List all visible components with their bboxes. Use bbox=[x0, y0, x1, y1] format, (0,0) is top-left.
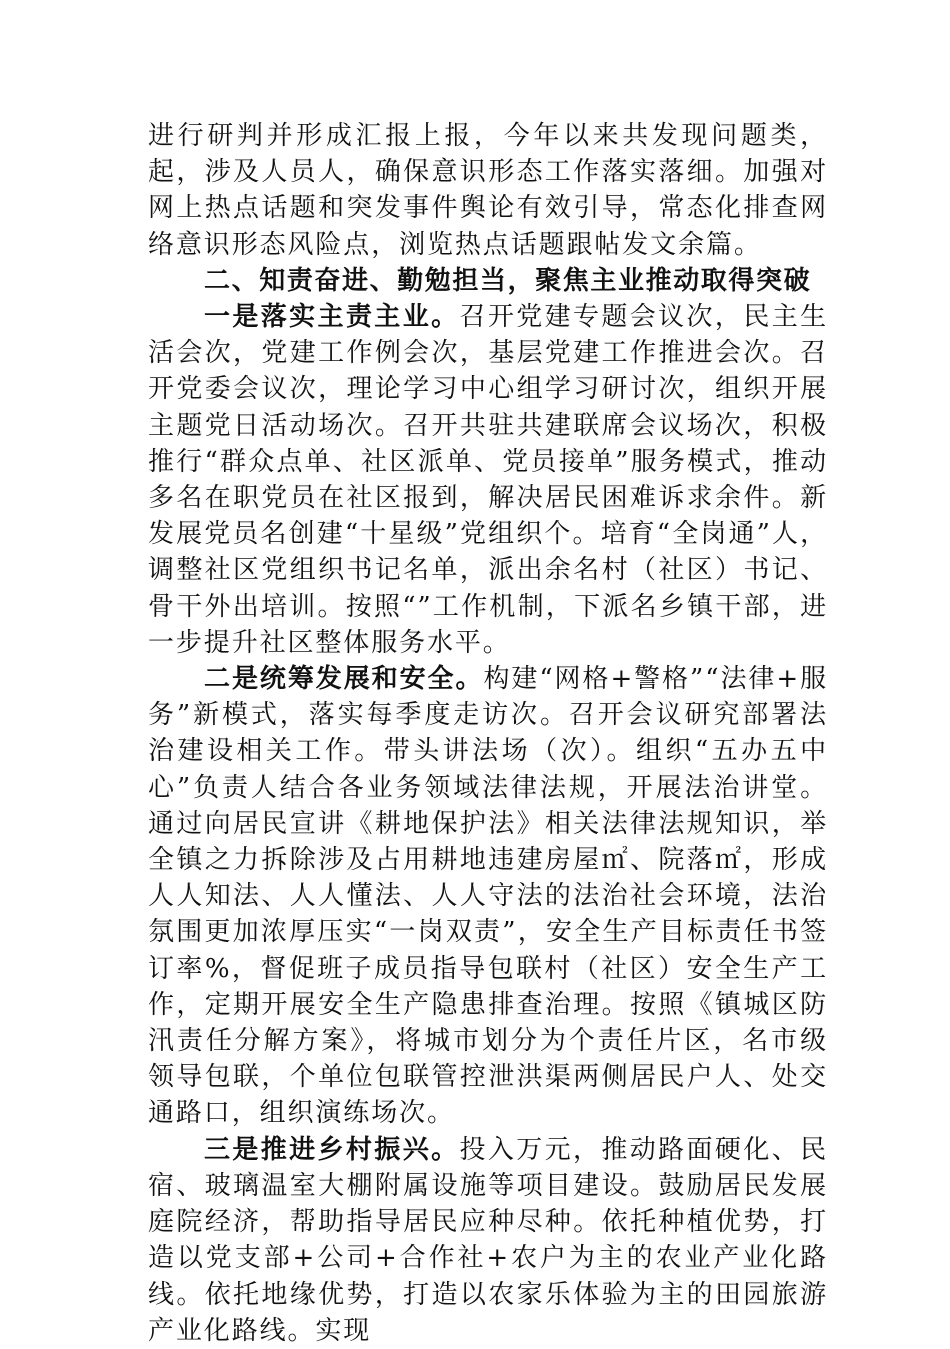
paragraph-responsibilities bbox=[148, 299, 828, 661]
paragraph-lead: 一是落实主责主业。 bbox=[204, 302, 460, 333]
section-heading bbox=[148, 263, 828, 299]
paragraph-text: 构建“网格+警格”“法律+服务”新模式，落实每季度走访次。召开会议研究部署法治建设相关工作。带头讲法场（次）。组织“五办五中心”负责人结合各业务领域法律法规，开展法治讲堂。通过向居民宣讲《耕地保护法》相关法律法规知识，举全镇之力拆除涉及占用耕地违建房屋㎡、院落㎡，形成人人知法、人人懂法、人人守法的法治社会环境，法治氛围更加浓厚压实“一岗双责”，安全生产目标责任书签订率%，督促班子成员指导包联村（社区）安全生产工作，定期开展安全生产隐患排查治理。按照《镇城区防汛责任分解方案》，将城市划分为个责任片区，名市级领导包联，个单位包联管控泄洪渠两侧居民户人、处交通路口，组织演练场次。 bbox=[148, 664, 828, 1129]
paragraph-continuation bbox=[148, 118, 828, 263]
paragraph-lead: 二是统筹发展和安全。 bbox=[204, 664, 484, 695]
section-heading-text: 二、知责奋进、勤勉担当，聚焦主业推动取得突破 bbox=[204, 265, 812, 296]
paragraph-development-safety bbox=[148, 661, 828, 1132]
paragraph-lead: 三是推进乡村振兴。 bbox=[204, 1134, 460, 1165]
paragraph-text: 进行研判并形成汇报上报，今年以来共发现问题类，起，涉及人员人，确保意识形态工作落实落细。加强对网上热点话题和突发事件舆论有效引导，常态化排查网络意识形态风险点，浏览热点话题跟帖发文余篇。 bbox=[148, 121, 828, 260]
paragraph-rural-revitalization bbox=[148, 1132, 828, 1349]
paragraph-text: 投入万元，推动路面硬化、民宿、玻璃温室大棚附属设施等项目建设。鼓励居民发展庭院经济，帮助指导居民应种尽种。依托种植优势，打造以党支部+公司+合作社+农户为主的农业产业化路线。依托地缘优势，打造以农家乐体验为主的田园旅游产业化路线。实现 bbox=[148, 1134, 828, 1346]
paragraph-text: 召开党建专题会议次，民主生活会次，党建工作例会次，基层党建工作推进会次。召开党委会议次，理论学习中心组学习研讨次，组织开展主题党日活动场次。召开共驻共建联席会议场次，积极推行“群众点单、社区派单、党员接单”服务模式，推动多名在职党员在社区报到，解决居民困难诉求余件。新发展党员名创建“十星级”党组织个。培育“全岗通”人，调整社区党组织书记名单，派出余名村（社区）书记、骨干外出培训。按照“”工作机制，下派名乡镇干部，进一步提升社区整体服务水平。 bbox=[148, 302, 828, 658]
document-body bbox=[148, 118, 828, 1349]
